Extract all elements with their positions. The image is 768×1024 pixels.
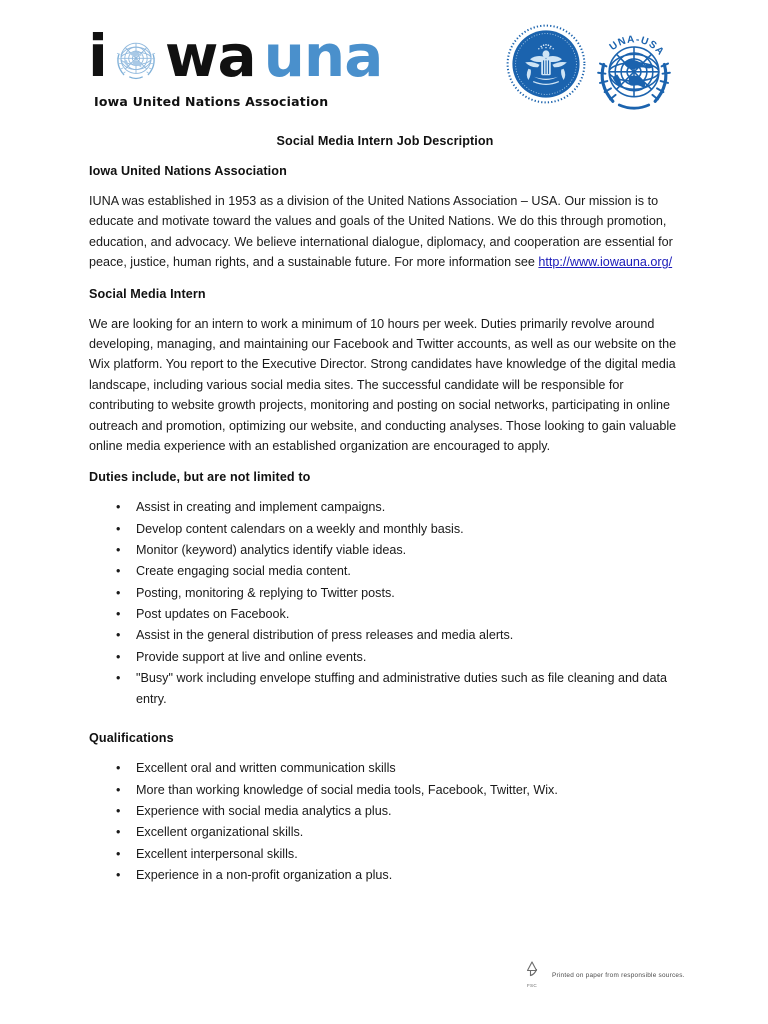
document-body <box>89 134 681 900</box>
header-seals <box>500 24 690 120</box>
list-item: • Create engaging social media content. <box>89 561 681 582</box>
list-item: • Experience in a non-profit organization a plus. <box>89 865 681 886</box>
intern-description-paragraph: We are looking for an intern to work a minimum of 10 hours per week. Duties primarily revolve around developing, managing, and maintaining our Facebook and Twitter accounts, as well as our website on the Wix platform. You report to the Executive Director. Strong candidates have knowledge of the digital media landscape, including various social media sites. The successful candidate will be responsible for contributing to website growth projects, monitoring and posting on social networks, participating in online outreach and promotion, optimizing our website, and conducting analyses. Those looking to gain valuable online media experience with an established organization are encouraged to apply. <box>89 316 677 454</box>
logo-letters-una: una <box>263 22 383 90</box>
list-item: • Assist in creating and implement campaigns. <box>89 497 681 518</box>
una-usa-seal-icon <box>588 24 680 121</box>
document-footer <box>519 960 759 990</box>
fsc-label: FSC <box>526 983 538 988</box>
logo-letters-wa: wa <box>164 22 256 90</box>
svg-text:UNA-USA: UNA-USA <box>607 34 667 59</box>
fsc-tree-checkmark-icon <box>519 960 545 988</box>
iuna-website-link[interactable]: http://www.iowauna.org/ <box>538 255 673 270</box>
un-emblem-icon <box>108 32 164 88</box>
us-presidential-eagle-seal-icon <box>506 24 586 109</box>
logo-tagline: Iowa United Nations Association <box>94 94 329 109</box>
duties-list <box>89 497 681 709</box>
section-heading-qualifications: Qualifications <box>89 731 174 746</box>
list-item: • Assist in the general distribution of press releases and media alerts. <box>89 625 681 646</box>
list-item: • Excellent organizational skills. <box>89 822 681 843</box>
section-heading-duties: Duties include, but are not limited to <box>89 470 311 485</box>
document-header <box>0 0 768 128</box>
list-item: • Posting, monitoring & replying to Twitter posts. <box>89 583 681 604</box>
list-item: • Post updates on Facebook. <box>89 604 681 625</box>
page-title: Social Media Intern Job Description <box>276 134 494 148</box>
logo-wordmark <box>88 22 408 90</box>
list-item: • Provide support at live and online events. <box>89 647 681 668</box>
list-item: • "Busy" work including envelope stuffing and administrative duties such as file cleaning and data entry. <box>89 668 681 710</box>
list-item: • Monitor (keyword) analytics identify viable ideas. <box>89 540 681 561</box>
list-item: • Excellent interpersonal skills. <box>89 844 681 865</box>
logo-letter-i: i <box>88 22 107 90</box>
list-item: • Excellent oral and written communication skills <box>89 758 681 779</box>
organization-paragraph <box>89 191 681 273</box>
list-item: • More than working knowledge of social media tools, Facebook, Twitter, Wix. <box>89 780 681 801</box>
list-item: • Develop content calendars on a weekly and monthly basis. <box>89 519 681 540</box>
list-item: • Experience with social media analytics a plus. <box>89 801 681 822</box>
footer-text: Printed on paper from responsible sources. <box>552 972 685 979</box>
qualifications-list <box>89 758 681 885</box>
iuna-logo <box>88 22 408 109</box>
section-heading-social-media-intern: Social Media Intern <box>89 286 206 301</box>
organization-paragraph-text: IUNA was established in 1953 as a division of the United Nations Association – USA. Our mission is to educate and motivate toward the values and goals of the United Nations. We do this through promotion, education, and advocacy. We believe international dialogue, diplomacy, and cooperation are essential for peace, justice, human rights, and a sustainable future. For more information see <box>89 194 673 270</box>
section-heading-organization: Iowa United Nations Association <box>89 164 287 178</box>
